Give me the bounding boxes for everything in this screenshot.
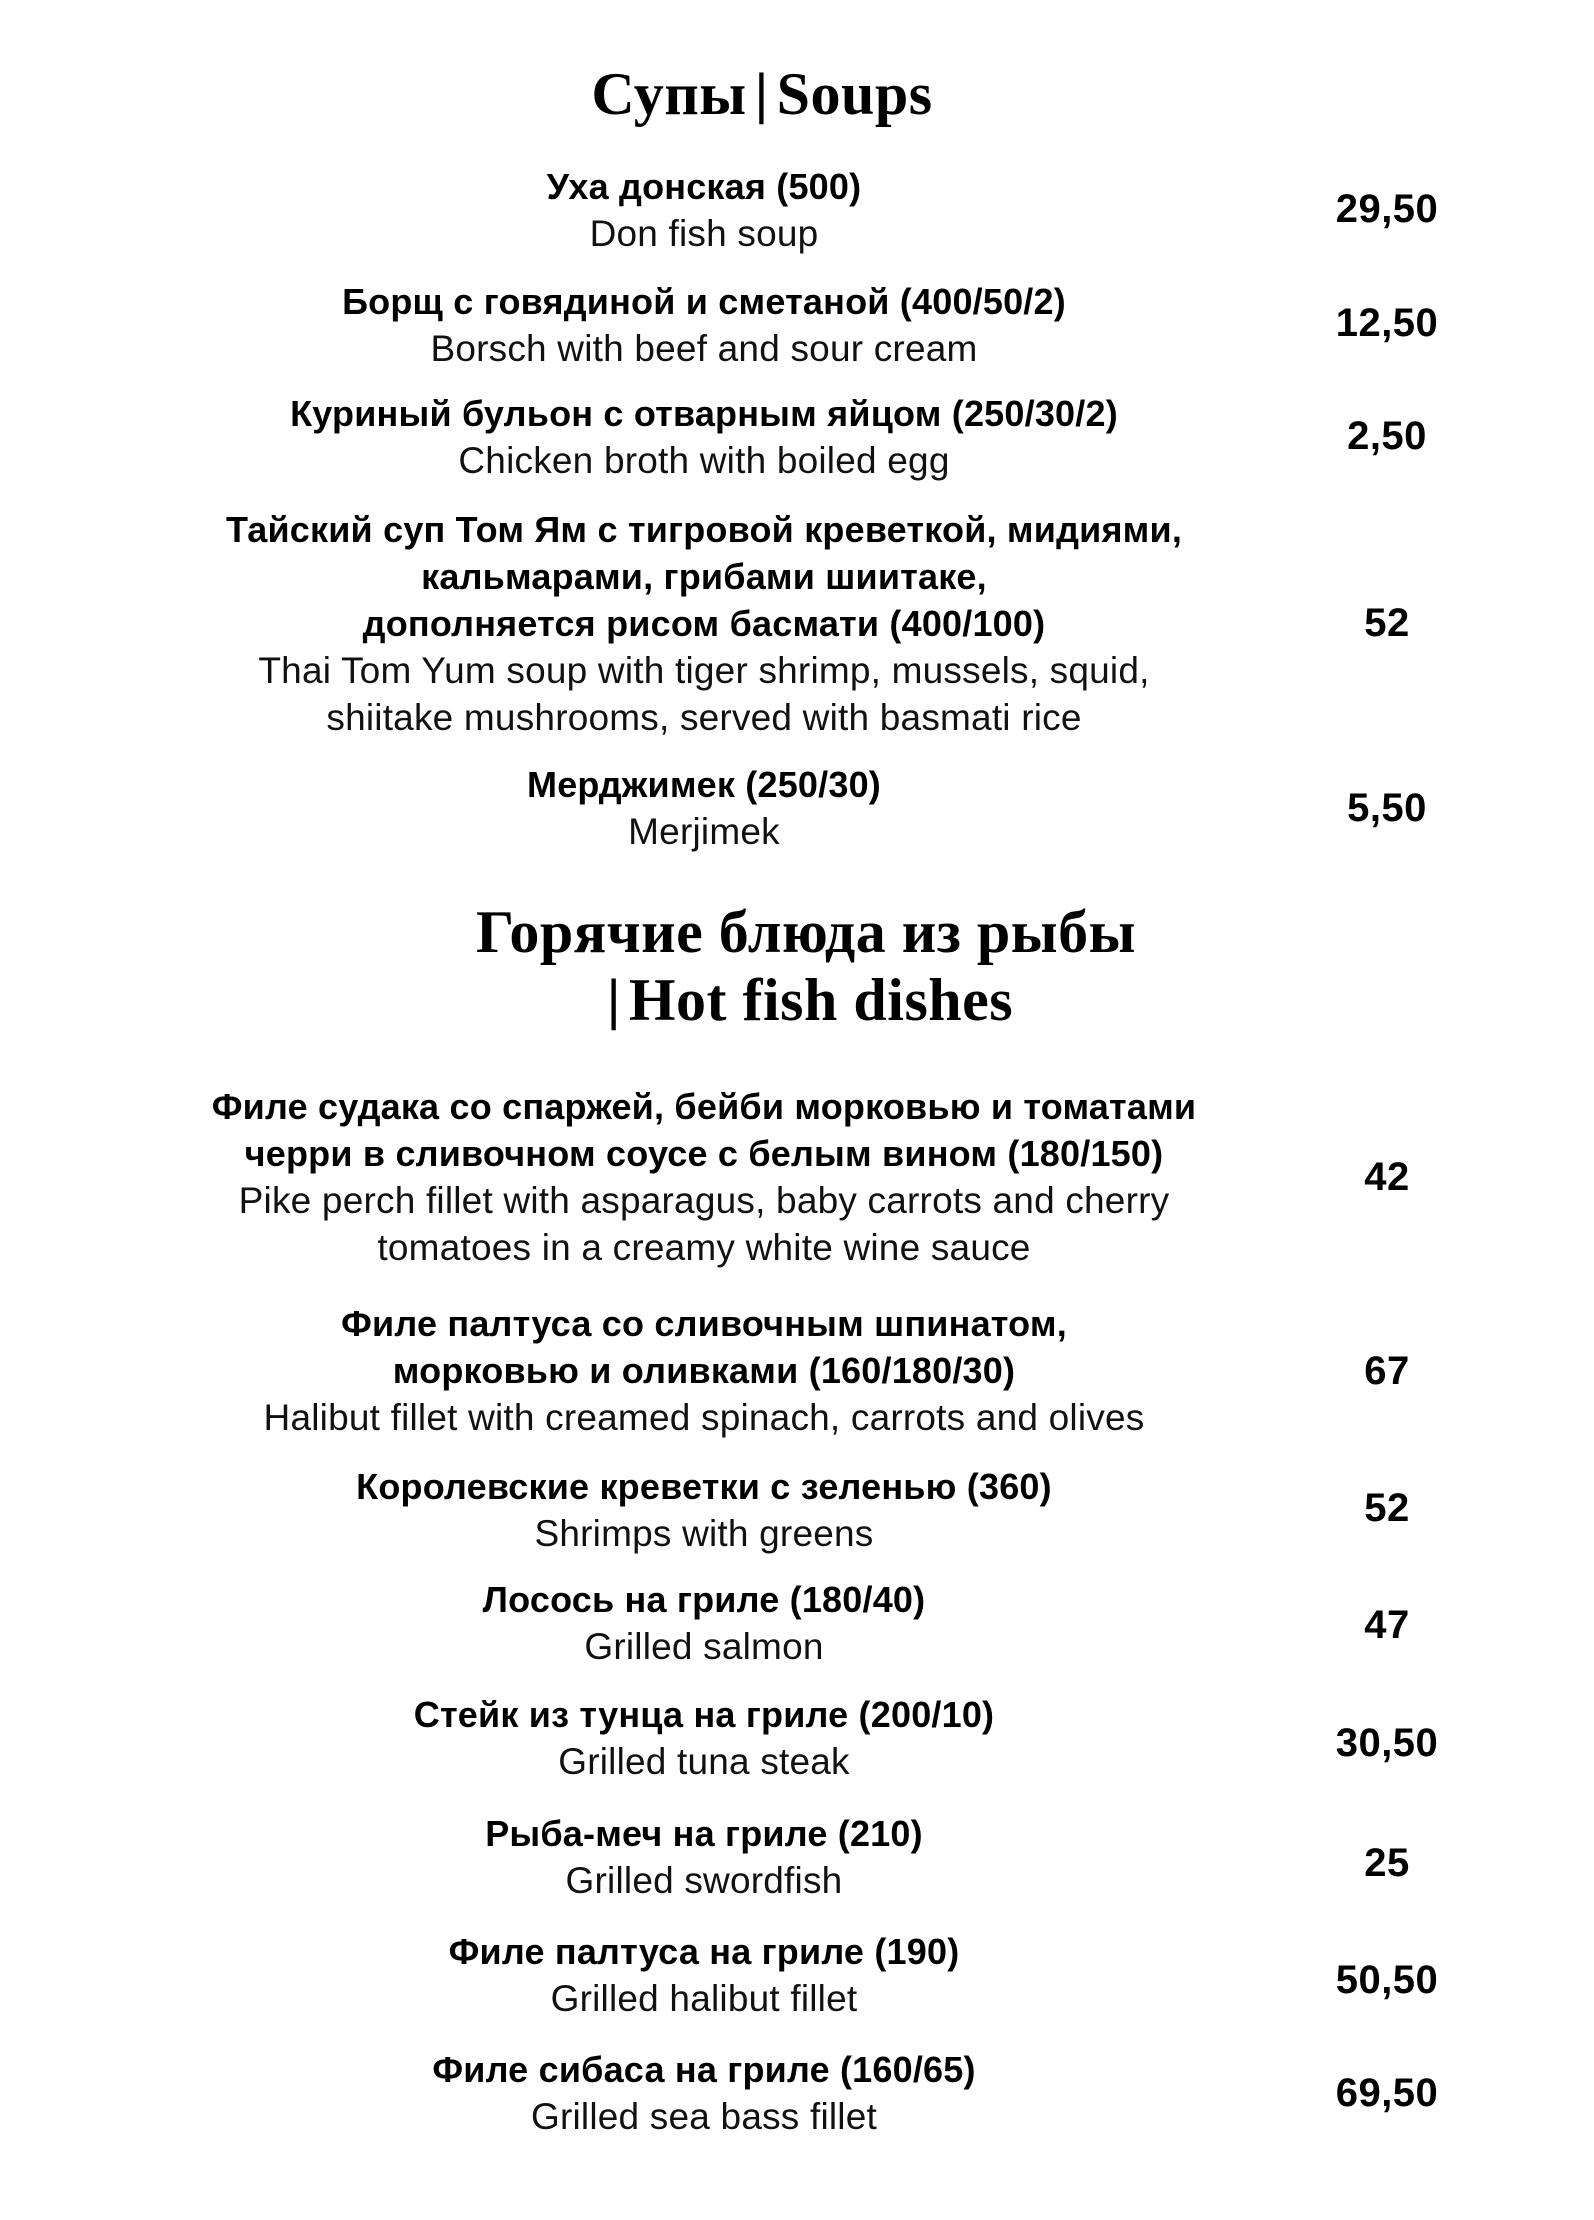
item-name-en: Pike perch fillet with asparagus, baby carrots and cherry	[238, 1180, 1170, 1221]
menu-item-salmon	[483, 1576, 926, 1670]
title-separator: |	[604, 971, 623, 1031]
item-name-ru: Борщ с говядиной и сметаной (400/50/2)	[342, 281, 1066, 322]
item-name-ru: Филе палтуса со сливочным шпинатом,	[341, 1303, 1067, 1344]
item-name-ru: Лосось на гриле (180/40)	[482, 1579, 926, 1620]
menu-item-halibut-spinach	[264, 1300, 1145, 1441]
menu-item-halibut-grilled	[449, 1928, 960, 2022]
item-name-ru: Мерджимек (250/30)	[527, 764, 881, 805]
item-name-en: Shrimps with greens	[534, 1513, 874, 1554]
menu-item-sea-bass	[432, 2046, 975, 2140]
item-name-en: Don fish soup	[589, 213, 819, 254]
item-price: 25	[1364, 1841, 1410, 1885]
section-title-en: Soups	[776, 61, 933, 127]
section-title-hot-fish	[476, 898, 1136, 1037]
item-name-en: Grilled tuna steak	[558, 1741, 850, 1782]
menu-item-shrimps	[356, 1463, 1052, 1557]
item-name-ru: Королевские креветки с зеленью (360)	[356, 1466, 1052, 1507]
section-title-soups	[591, 60, 932, 131]
item-name-ru: Стейк из тунца на гриле (200/10)	[413, 1694, 995, 1735]
item-name-en: Grilled swordfish	[565, 1860, 843, 1901]
item-name-ru: Уха донская (500)	[546, 166, 862, 207]
menu-item-swordfish	[485, 1810, 923, 1904]
item-price: 30,50	[1335, 1721, 1439, 1765]
item-name-ru: Тайский суп Том Ям с тигровой креветкой, мидиями,	[225, 509, 1183, 550]
item-name-en: Grilled sea bass fillet	[531, 2096, 877, 2137]
item-name-ru: черри в сливочном соусе с белым вином (180/150)	[244, 1133, 1164, 1174]
item-name-ru: дополняется рисом басмати (400/100)	[362, 603, 1046, 644]
item-name-ru: Рыба-меч на гриле (210)	[485, 1813, 923, 1854]
item-price: 50,50	[1335, 1958, 1439, 2002]
item-name-en: tomatoes in a creamy white wine sauce	[377, 1227, 1031, 1268]
menu-item-tom-yum	[226, 506, 1182, 741]
section-title-ru: Горячие блюда из рыбы	[476, 899, 1136, 965]
item-price: 52	[1364, 1486, 1410, 1530]
item-name-ru: морковью и оливками (160/180/30)	[392, 1350, 1016, 1391]
item-price: 12,50	[1335, 301, 1439, 345]
item-name-en: shiitake mushrooms, served with basmati rice	[326, 697, 1082, 738]
menu-item-pike-perch	[212, 1083, 1197, 1271]
item-price: 5,50	[1347, 786, 1427, 830]
menu-item-tuna-steak	[414, 1691, 995, 1785]
menu-item-don-fish-soup	[547, 163, 862, 257]
item-name-en: Grilled salmon	[584, 1626, 824, 1667]
item-name-en: Chicken broth with boiled egg	[458, 440, 950, 481]
item-name-ru: кальмарами, грибами шиитаке,	[421, 556, 987, 597]
item-price: 47	[1364, 1603, 1410, 1647]
item-price: 52	[1364, 601, 1410, 645]
item-name-en: Thai Tom Yum soup with tiger shrimp, mussels, squid,	[258, 650, 1150, 691]
item-name-ru: Филе сибаса на гриле (160/65)	[432, 2049, 976, 2090]
title-separator: |	[752, 65, 771, 125]
item-name-en: Halibut fillet with creamed spinach, carrots and olives	[263, 1397, 1145, 1438]
item-name-en: Grilled halibut fillet	[550, 1978, 858, 2019]
menu-item-borsch	[342, 278, 1066, 372]
item-name-en: Merjimek	[628, 811, 780, 852]
item-price: 29,50	[1335, 187, 1439, 231]
section-title-en: Hot fish dishes	[628, 967, 1014, 1033]
item-price: 2,50	[1347, 414, 1427, 458]
menu-item-merjimek	[527, 761, 881, 855]
item-name-ru: Филе палтуса на гриле (190)	[448, 1931, 960, 1972]
item-price: 42	[1364, 1155, 1410, 1199]
item-price: 67	[1364, 1349, 1410, 1393]
item-price: 69,50	[1335, 2071, 1439, 2115]
item-name-en: Borsch with beef and sour cream	[430, 328, 978, 369]
menu-item-chicken-broth	[290, 390, 1118, 484]
item-name-ru: Филе судака со спаржей, бейби морковью и томатами	[211, 1086, 1197, 1127]
item-name-ru: Куриный бульон с отварным яйцом (250/30/2)	[290, 393, 1118, 434]
section-title-ru: Супы	[591, 61, 747, 127]
